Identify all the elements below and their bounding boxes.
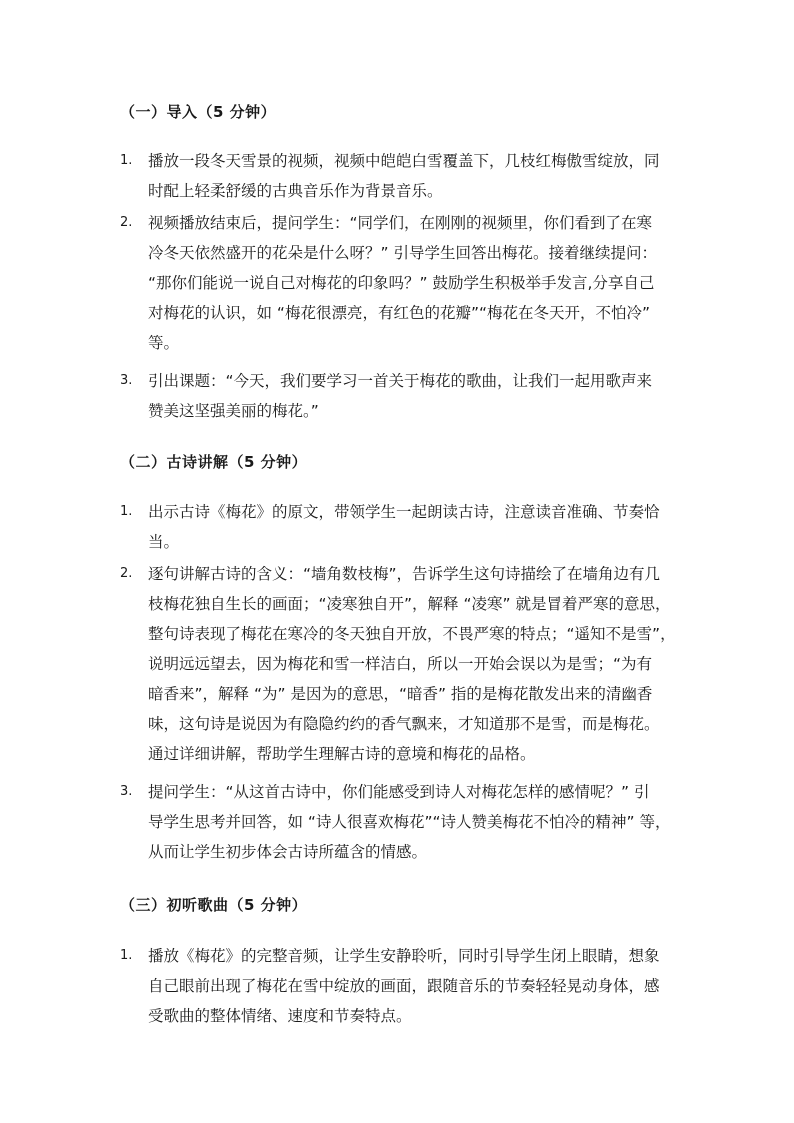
list-item-text: [148, 941, 678, 1031]
text-line: 等。: [148, 334, 180, 352]
text-line: 整句诗表现了梅花在寒冷的冬天独自开放，不畏严寒的特点；“遥知不是雪”，: [148, 625, 676, 643]
section-heading-2: （二）古诗讲解（5 分钟）: [120, 453, 308, 471]
text-line: 枝梅花独自生长的画面；“凌寒独自开”，解释 “凌寒” 就是冒着严寒的意思，: [148, 595, 671, 613]
text-line: 引出课题：“今天，我们要学习一首关于梅花的歌曲，让我们一起用歌声来: [148, 372, 653, 390]
list-item-number: 2.: [120, 566, 133, 581]
section-heading-1: （一）导入（5 分钟）: [120, 103, 277, 121]
list-item-number: 1.: [120, 153, 133, 168]
text-line: 冷冬天依然盛开的花朵是什么呀？” 引导学生回答出梅花。接着继续提问：: [148, 244, 657, 262]
text-line: 逐句讲解古诗的含义：“墙角数枝梅”，告诉学生这句诗描绘了在墙角边有几: [148, 565, 661, 583]
text-line: 说明远远望去，因为梅花和雪一样洁白，所以一开始会误以为是雪；“为有: [148, 655, 653, 673]
text-line: 受歌曲的整体情绪、速度和节奏特点。: [148, 1007, 412, 1025]
text-line: 通过详细讲解，帮助学生理解古诗的意境和梅花的品格。: [148, 745, 536, 763]
text-line: 导学生思考并回答，如 “诗人很喜欢梅花”“诗人赞美梅花不怕冷的精神” 等，: [148, 813, 671, 831]
list-item-text: [148, 777, 678, 867]
text-line: 视频播放结束后，提问学生：“同学们，在刚刚的视频里，你们看到了在寒: [148, 214, 653, 232]
list-item-text: [148, 559, 678, 769]
list-item-number: 3.: [120, 784, 133, 799]
list-item-number: 2.: [120, 215, 133, 230]
list-item-text: [148, 208, 678, 358]
list-item-text: [148, 497, 678, 557]
section-heading-3: （三）初听歌曲（5 分钟）: [120, 896, 308, 914]
text-line: 自己眼前出现了梅花在雪中绽放的画面，跟随音乐的节奏轻轻晃动身体，感: [148, 977, 660, 995]
text-line: 对梅花的认识，如 “梅花很漂亮，有红色的花瓣”“梅花在冬天开，不怕冷”: [148, 304, 651, 322]
list-item-number: 3.: [120, 373, 133, 388]
text-line: 味，这句诗是说因为有隐隐约约的香气飘来，才知道那不是雪，而是梅花。: [148, 715, 660, 733]
text-line: 播放《梅花》的完整音频，让学生安静聆听，同时引导学生闭上眼睛，想象: [148, 947, 660, 965]
text-line: “那你们能说一说自己对梅花的印象吗？” 鼓励学生积极举手发言,分享自己: [148, 274, 655, 292]
text-line: 时配上轻柔舒缓的古典音乐作为背景音乐。: [148, 182, 443, 200]
text-line: 赞美这坚强美丽的梅花。”: [148, 402, 319, 420]
text-line: 提问学生：“从这首古诗中，你们能感受到诗人对梅花怎样的感情呢？” 引: [148, 783, 650, 801]
list-item-text: [148, 366, 678, 426]
list-item-number: 1.: [120, 504, 133, 519]
list-item-number: 1.: [120, 948, 133, 963]
text-line: 当。: [148, 533, 180, 551]
text-line: 出示古诗《梅花》的原文，带领学生一起朗读古诗，注意读音准确、节奏恰: [148, 503, 660, 521]
text-line: 播放一段冬天雪景的视频，视频中皑皑白雪覆盖下，几枝红梅傲雪绽放，同: [148, 152, 660, 170]
text-line: 暗香来”，解释 “为” 是因为的意思，“暗香” 指的是梅花散发出来的清幽香: [148, 685, 653, 703]
list-item-text: [148, 146, 678, 206]
text-line: 从而让学生初步体会古诗所蕴含的情感。: [148, 843, 428, 861]
